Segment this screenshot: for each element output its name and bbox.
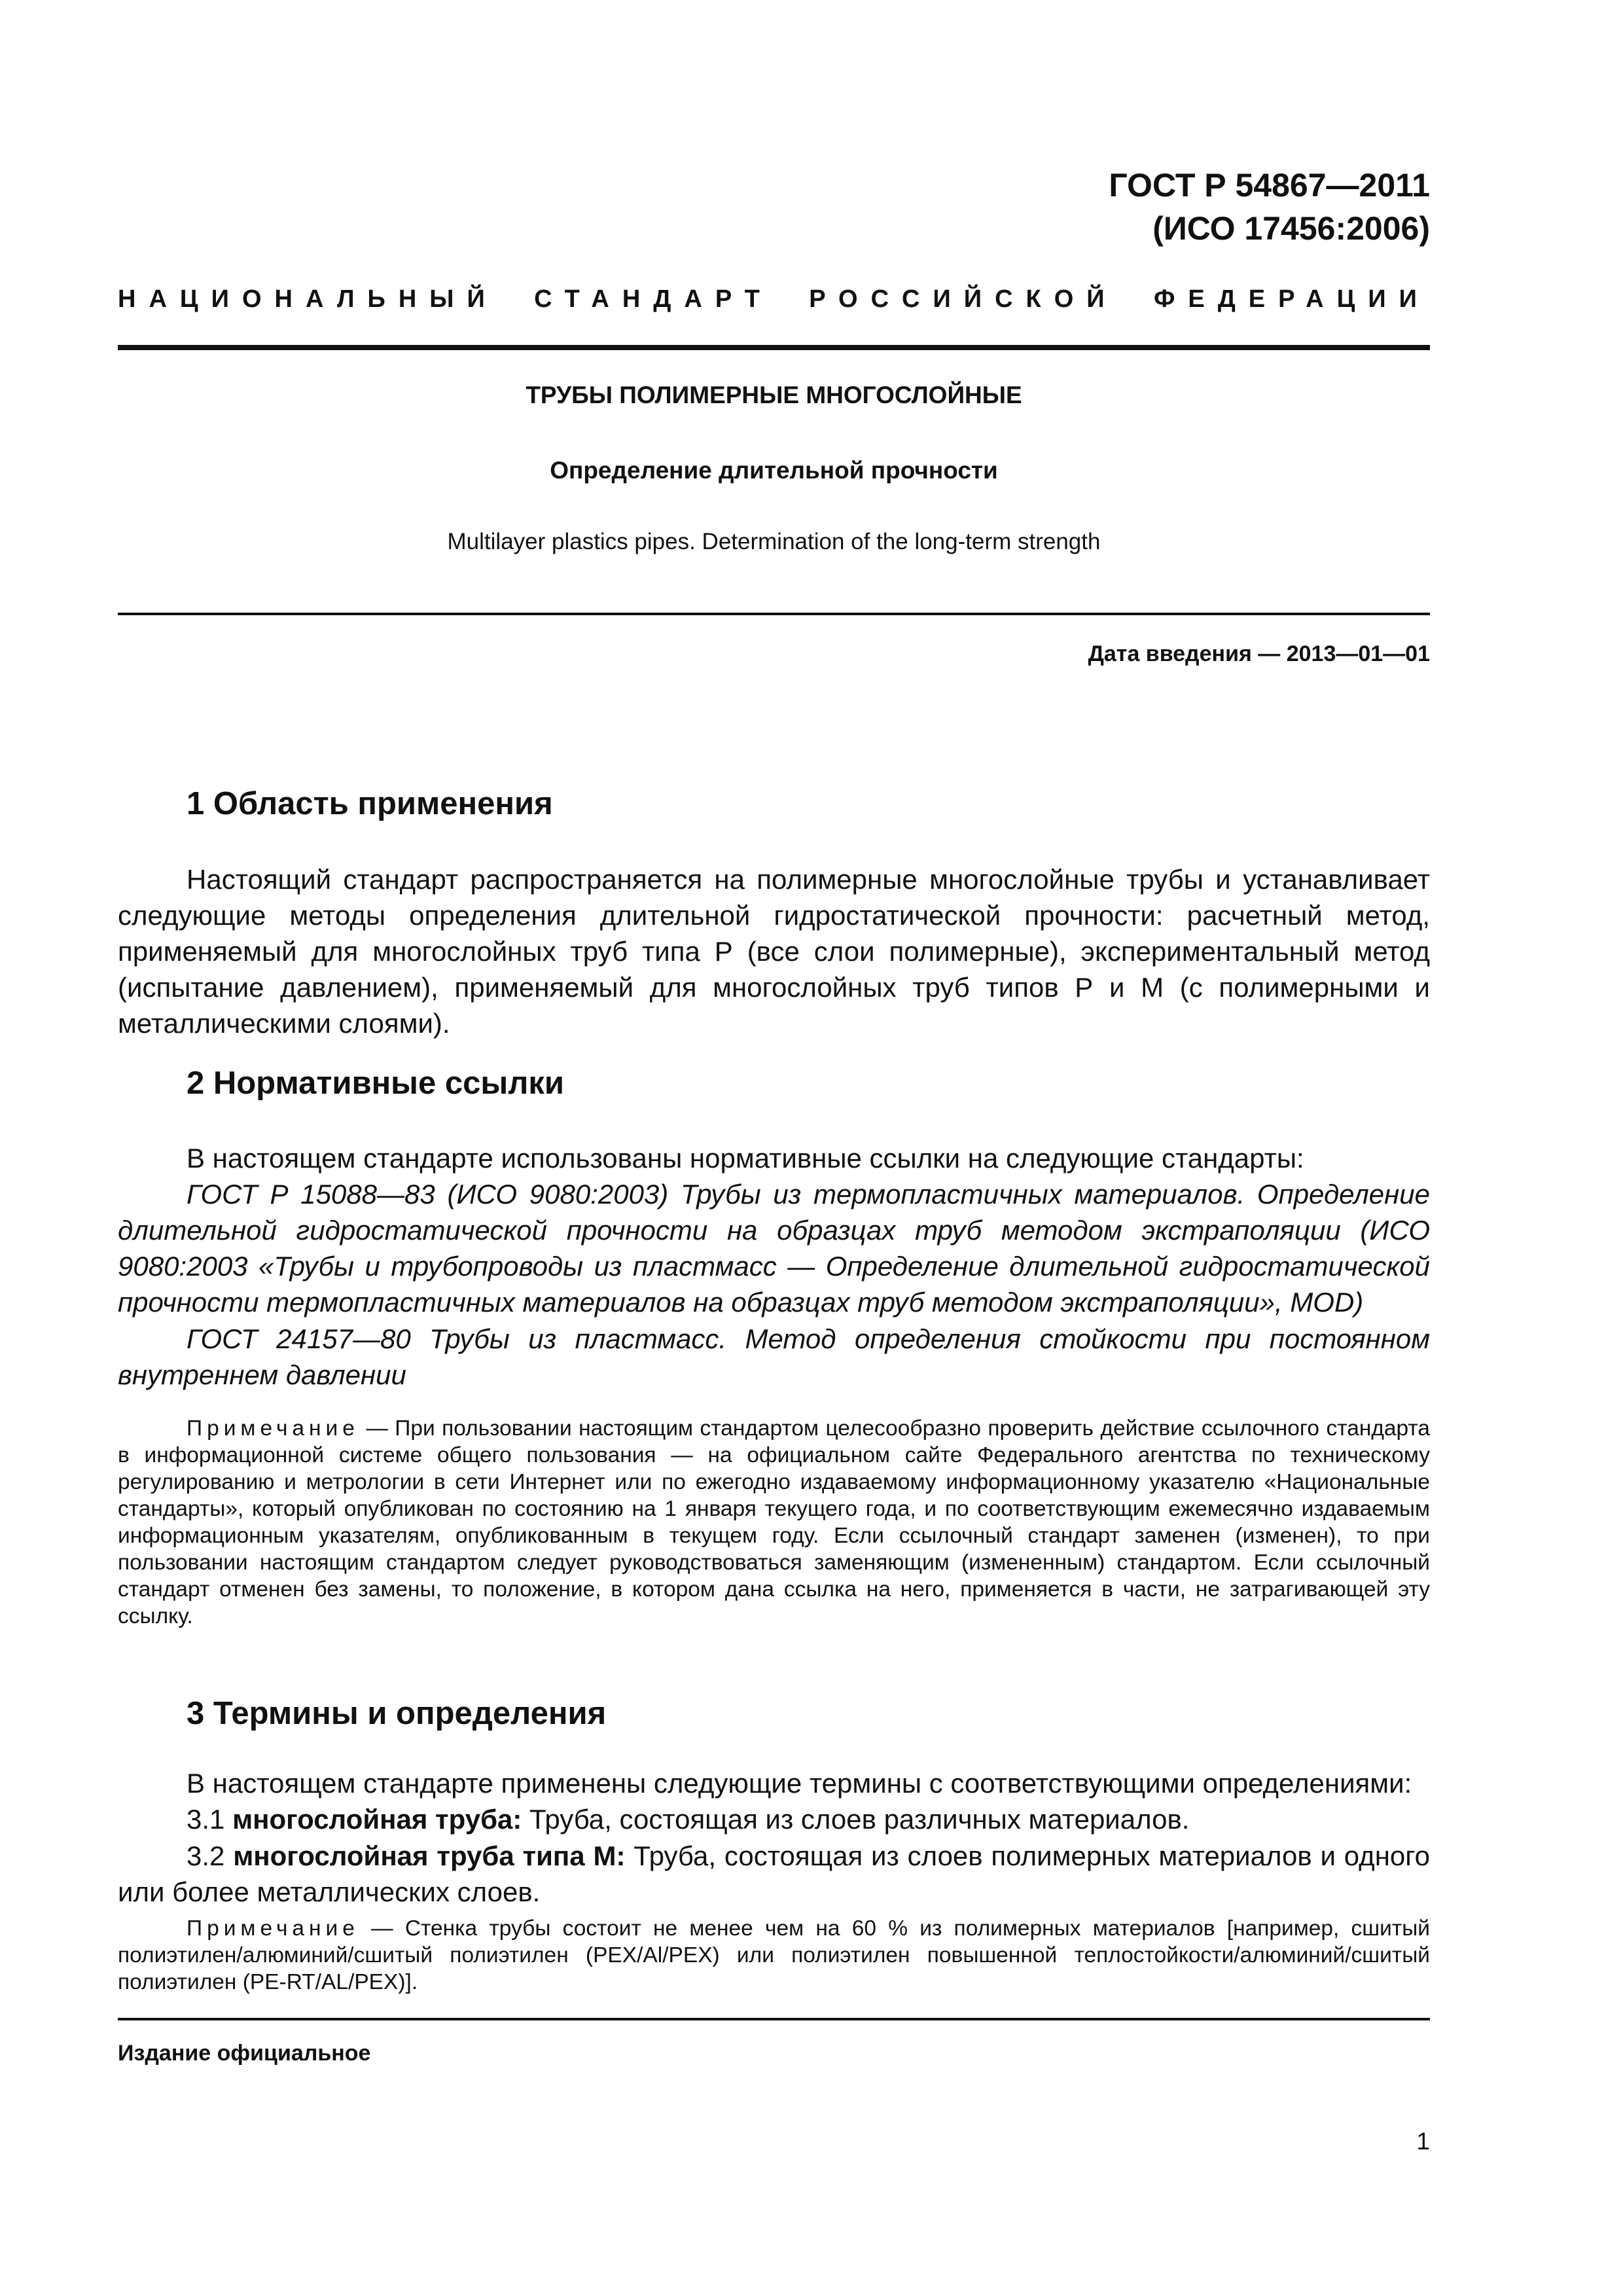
term-item [118, 1801, 1430, 1837]
term-number: 3.1 [187, 1804, 233, 1835]
title-divider [118, 613, 1430, 615]
term-number: 3.2 [187, 1840, 234, 1871]
reference-item: ГОСТ 24157—80 Трубы из пластмасс. Метод определения стойкости при постоянном внутреннем давлении [118, 1323, 1430, 1390]
section-heading-scope: 1 Область применения [187, 786, 553, 821]
references-intro: В настоящем стандарте использованы нормативные ссылки на следующие стандарты: [187, 1143, 1304, 1174]
term-definition: Труба, состоящая из слоев различных материалов. [522, 1804, 1190, 1835]
reference-item: ГОСТ Р 15088—83 (ИСО 9080:2003) Трубы из термопластичных материалов. Определение длительной гидростатической прочности на образцах труб методом экстраполяции (ИСО 9080:2003 «Трубы и трубопроводы из пластмасс — Определение длительной гидростатической прочности термопластичных материалов на образцах труб методом экстраполяции», MOD) [118, 1179, 1430, 1318]
scope-paragraph: Настоящий стандарт распространяется на полимерные многослойные трубы и устанавливает следующие методы определения длительной гидростатической прочности: расчетный метод, применяемый для многослойных труб типа Р (все слои полимерные), экспериментальный метод (испытание давлением), применяемый для многослойных труб типов Р и М (с полимерными и металлическими слоями). [118, 864, 1430, 1039]
note-label: Примечание [187, 1916, 359, 1941]
national-standard-banner [118, 285, 1430, 314]
banner-word: ФЕДЕРАЦИИ [1153, 285, 1430, 313]
gost-number: ГОСТ Р 54867—2011 [1109, 167, 1430, 204]
section-heading-terms: 3 Термины и определения [187, 1696, 607, 1731]
terms-note [118, 1915, 1430, 1996]
header-divider [118, 345, 1430, 350]
iso-number: (ИСО 17456:2006) [1152, 210, 1430, 247]
term-name: многослойная труба типа М: [233, 1840, 626, 1871]
note-label: Примечание [187, 1416, 359, 1441]
banner-word: РОССИЙСКОЙ [809, 285, 1118, 313]
banner-word: НАЦИОНАЛЬНЫЙ [118, 285, 498, 313]
english-title: Multilayer plastics pipes. Determination of the long-term strength [447, 529, 1101, 554]
document-title: ТРУБЫ ПОЛИМЕРНЫЕ МНОГОСЛОЙНЫЕ [526, 382, 1022, 408]
section-heading-references: 2 Нормативные ссылки [187, 1066, 564, 1101]
document-subtitle: Определение длительной прочности [550, 457, 998, 484]
term-item [118, 1838, 1430, 1910]
note-text: — При пользовании настоящим стандартом целесообразно проверить действие ссылочного стандарта в информационной системе общего пользования — на официальном сайте Федерального агентства по техническому регулированию и метрологии в сети Интернет или по ежегодно издаваемому информационному указателю «Национальные стандарты», который опубликован по состоянию на 1 января текущего года, и по соответствующим ежемесячно издаваемым информационным указателям, опубликованным в текущем году. Если ссылочный стандарт заменен (изменен), то при пользовании настоящим стандартом следует руководствоваться заменяющим (измененным) стандартом. Если ссылочный стандарт отменен без замены, то положение, в котором дана ссылка на него, применяется в части, не затрагивающей эту ссылку. [118, 1416, 1430, 1628]
terms-intro: В настоящем стандарте применены следующие термины с соответствующими определениями: [187, 1768, 1412, 1799]
page-number: 1 [1416, 2128, 1430, 2155]
document-page [118, 0, 1430, 2296]
term-definition: Труба, состоящая из слоев полимерных материалов и одного или более металлических слоев. [118, 1840, 1430, 1907]
document-designation [1109, 164, 1430, 250]
introduction-date: Дата введения — 2013—01—01 [1088, 641, 1430, 666]
banner-word: СТАНДАРТ [534, 285, 773, 313]
official-edition-label: Издание официальное [118, 2041, 371, 2066]
note-text: — Стенка трубы состоит не менее чем на 60 % из полимерных материалов [например, сшитый полиэтилен/алюминий/сшитый полиэтилен (PEX/Al/PEX) или полиэтилен повышенной теплостойкости/алюминий/сшитый полиэтилен (PE-RT/AL/PEX)]. [118, 1916, 1430, 1994]
footer-divider [118, 2018, 1430, 2020]
references-note [118, 1415, 1430, 1630]
term-name: многослойная труба: [232, 1804, 522, 1835]
